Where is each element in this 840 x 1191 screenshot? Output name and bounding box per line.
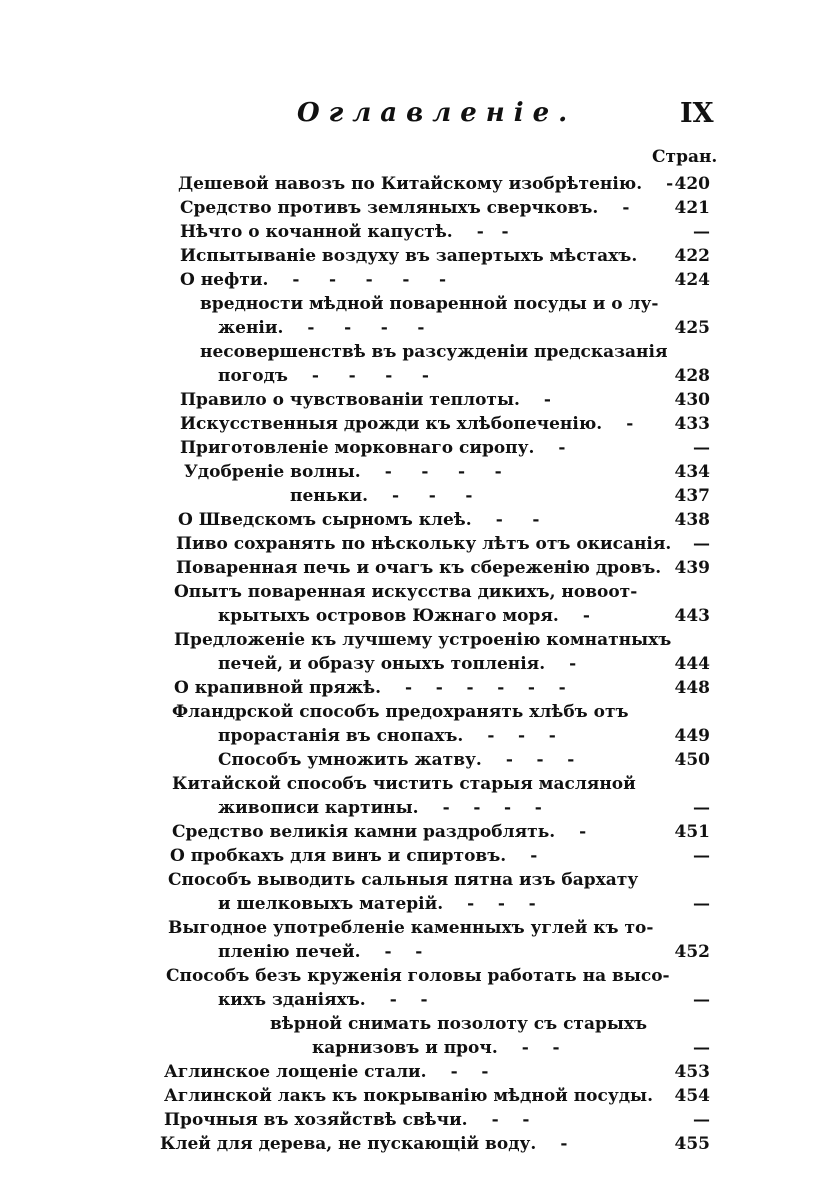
toc-entry-text: Способъ выводить сальныя пятна изъ бархату [168,870,639,890]
toc-entry-text: Выгодное употребленіе каменныхъ углей къ то- [168,918,654,938]
toc-page-number: — [693,222,710,242]
toc-page-number: 454 [674,1086,710,1106]
toc-entry-text: Опытъ поваренная искусства дикихъ, новоот- [174,582,638,602]
toc-entry-text: Прочныя въ хозяйствѣ свѣчи. [164,1110,468,1130]
toc-leader-dots: - [626,414,634,434]
toc-leader-dots: - - - - - [292,270,447,290]
toc-leader-dots: - - - [467,894,536,914]
toc-entry-text: Китайской способъ чистить старыя масляной [172,774,636,794]
toc-leader-dots: - [622,198,630,218]
toc-entry-text: женіи. [218,318,284,338]
toc-page-number: 425 [674,318,710,338]
toc-leader-dots: - [666,174,674,194]
toc-page-number: — [693,990,710,1010]
toc-page-number: — [693,1038,710,1058]
toc-entry-text: Способъ безъ круженія головы работать на высо- [166,966,670,986]
toc-entry-text: несовершенствѣ въ разсужденіи предсказанія [200,342,668,362]
toc-entry-text: О крапивной пряжѣ. [174,678,382,698]
toc-entry-text: Пиво сохранять по нѣскольку лѣтъ отъ окисанія. [176,534,672,554]
toc-entry-text: крытыхъ островов Южнаго моря. [218,606,559,626]
toc-entry-text: Нѣчто о кочанной капустѣ. [180,222,453,242]
toc-leader-dots: - [582,606,590,626]
toc-entry-text: Фландрской способъ предохранять хлѣбъ отъ [172,702,629,722]
toc-page-number: 439 [674,558,710,578]
toc-leader-dots: - - - - [384,462,502,482]
toc-page-number: 433 [674,414,710,434]
toc-entry-text: О нефти. [180,270,269,290]
toc-page-number: — [693,894,710,914]
toc-leader-dots: - [569,654,577,674]
toc-page-number: 451 [674,822,710,842]
toc-leader-dots: - - [384,942,423,962]
toc-entry-text: Аглинское лощеніе стали. [164,1062,427,1082]
toc-entry-text: живописи картины. [218,798,419,818]
toc-page-number: 424 [674,270,710,290]
toc-page-number: 448 [674,678,710,698]
toc-leader-dots: - [543,390,551,410]
toc-page-number: 428 [674,366,710,386]
page-title: Оглавленіе. [297,98,577,128]
toc-leader-dots: - - [476,222,509,242]
toc-page-number: — [693,798,710,818]
toc-leader-dots: - - [389,990,428,1010]
toc-page-number: 449 [674,726,710,746]
toc-page-number: 455 [674,1134,710,1154]
toc-page-number: 434 [674,462,710,482]
toc-entry-text: карнизовъ и проч. [312,1038,498,1058]
toc-leader-dots: - - - [505,750,575,770]
toc-page-number: 421 [674,198,710,218]
toc-page-number: 438 [674,510,710,530]
toc-leader-dots: - - - - [442,798,542,818]
toc-leader-dots: - - [491,1110,530,1130]
toc-entry-text: Дешевой навозъ по Китайскому изобрѣтенію. [178,174,643,194]
toc-entry-text: Средство противъ земляныхъ сверчковъ. [180,198,599,218]
toc-entry-text: Предложеніе къ лучшему устроенію комнатныхъ [174,630,672,650]
toc-entry-text: Аглинской лакъ къ покрыванію мѣдной посуды. [164,1086,653,1106]
toc-page-number: — [693,1110,710,1130]
toc-entry-text: вѣрной снимать позолоту съ старыхъ [270,1014,648,1034]
toc-page-number: 453 [674,1062,710,1082]
toc-entry-text: Правило о чувствованіи теплоты. [180,390,520,410]
toc-page-number: — [693,438,710,458]
toc-entry-text: Клей для дерева, не пускающій воду. [160,1134,537,1154]
toc-leader-dots: - [530,846,538,866]
toc-leader-dots: - - - [487,726,556,746]
toc-entry-text: пленію печей. [218,942,361,962]
toc-page-number: 444 [674,654,710,674]
toc-entry-text: Поваренная печь и очагъ къ сбереженію дровъ. [176,558,662,578]
toc-page-number: 452 [674,942,710,962]
toc-page-number: 430 [674,390,710,410]
toc-entry-text: Способъ умножить жатву. [218,750,482,770]
toc-page-number: 443 [674,606,710,626]
toc-leader-dots: - [558,438,566,458]
toc-entry-text: О Шведскомъ сырномъ клеѣ. [178,510,472,530]
toc-leader-dots: - - [521,1038,560,1058]
toc-entry-text: Удобреніе волны. [184,462,361,482]
toc-entry-text: и шелковыхъ матерій. [218,894,444,914]
toc-leader-dots: - [579,822,587,842]
toc-leader-dots: - - - - [311,366,429,386]
page-number: IX [680,98,714,129]
toc-entry-text: печей, и образу оныхъ топленія. [218,654,546,674]
toc-entry-text: вредности мѣдной поваренной посуды и о лу- [200,294,659,314]
toc-leader-dots: - [560,1134,568,1154]
toc-entry-text: Средство великія камни раздроблять. [172,822,556,842]
toc-page-number: 437 [674,486,710,506]
toc-entry-text: Искусственныя дрожди къ хлѣбопеченію. [180,414,603,434]
toc-entry-text: погодъ [218,366,288,386]
toc-page-number: — [693,846,710,866]
toc-page-number: 450 [674,750,710,770]
toc-page-number: 420 [674,174,710,194]
toc-leader-dots: - - - - - - [405,678,566,698]
toc-leader-dots: - - [495,510,540,530]
toc-leader-dots: - - - [392,486,473,506]
toc-page-number: 422 [674,246,710,266]
toc-entry-text: пеньки. [290,486,369,506]
page-column-label: Стран. [652,147,718,167]
toc-entry-text: прорастанія въ снопахъ. [218,726,464,746]
toc-entry-text: Испытываніе воздуху въ запертыхъ мѣстахъ. [180,246,638,266]
toc-entry-text: кихъ зданіяхъ. [218,990,366,1010]
toc-leader-dots: - - - - [307,318,425,338]
toc-entry-text: О пробкахъ для винъ и спиртовъ. [170,846,507,866]
toc-page-number: — [693,534,710,554]
toc-entry-text: Приготовленіе морковнаго сиропу. [180,438,535,458]
toc-leader-dots: - - [450,1062,489,1082]
